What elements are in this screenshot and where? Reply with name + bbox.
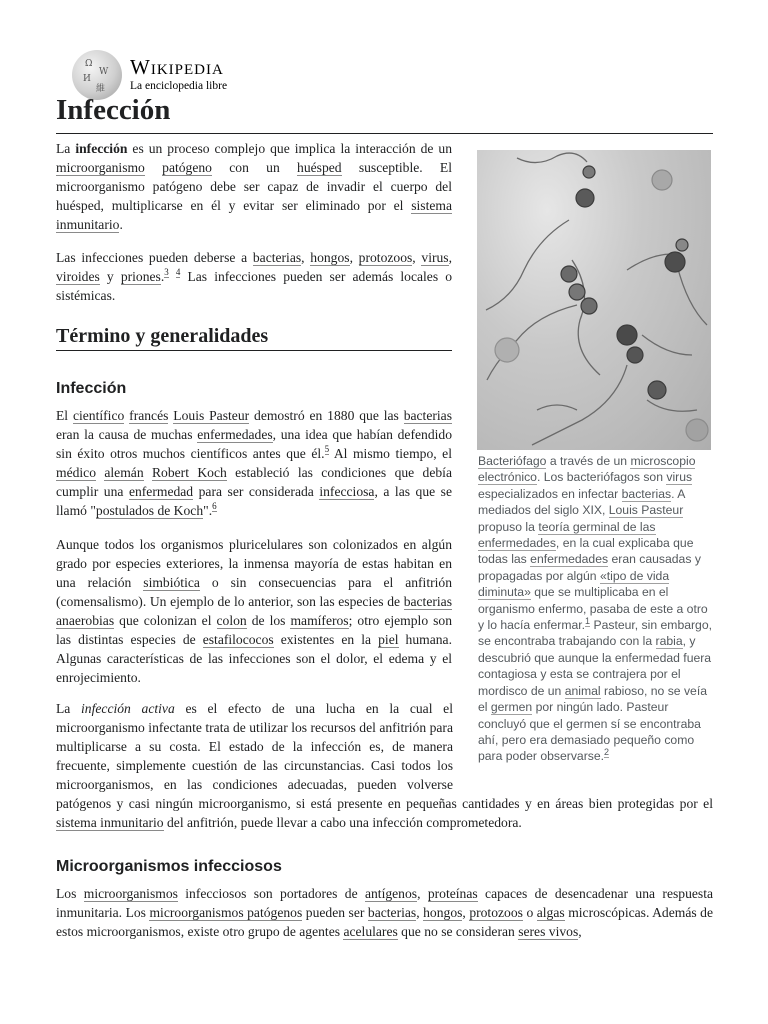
link-virus[interactable]: virus (421, 250, 449, 265)
intro-paragraph-1: La infección es un proceso complejo que implica la interacción de un microorganismo patógeno con un huésped susceptible. El microorganismo patógeno debe ser capaz de invadir el cuerpo del huésped, multiplicarse en él y evitar ser eliminado por el sistema inmunitario. (56, 141, 453, 232)
link-piel[interactable]: piel (378, 632, 399, 647)
link-virus-caption[interactable]: virus (666, 470, 693, 485)
intro-paragraph-2: Las infecciones pueden deberse a bacterias, hongos, protozoos, virus, viroides y priones.$^3$ $^4$ Las infecciones pueden ser además locales o sistémicas. (56, 250, 453, 303)
link-germen[interactable]: germen (490, 700, 533, 715)
link-bacterias-3[interactable]: bacterias (403, 594, 452, 609)
phage-head (686, 419, 708, 441)
ref-4[interactable]: 4 (175, 267, 181, 278)
ref-1[interactable]: 1 (585, 616, 591, 626)
image-caption: Bacteriófago a través de un microscopio electrónico. Los bacteriófagos son virus especializados en infectar bacterias. A mediados del siglo XIX, Louis Pasteur propuso la teoría germinal de las enfermedades, en la cual explicaba que todas las enfermedades eran causadas y propagadas por algún «tipo de vida diminuta» que se multiplicaba en el organismo enfermo, pasaba de este a otro y lo hacía enfermar.$^1$ Pasteur, sin embargo, se encontraba trabajando con la rabia, y descubrió que aunque la enfermedad fuera contagiosa y esta se contrajera por el mordisco de un animal rabioso, no se veía el germen por ningún lado. Pasteur concluyó que el germen sí se encontraba ahí, pero era demasiado pequeño como para poder observarse.$^2$ (478, 454, 713, 764)
paragraph-microorganismos: Los microorganismos infecciosos son portadores de antígenos, proteínas capaces de desencadenar una respuesta inmunitaria. Los microorganismos patógenos pueden ser bacterias, hongos, protozoos o algas microscópicas. Además de estos microorganismos, existe otro grupo de agentes acelulares que no se consideran seres vivos, (56, 886, 714, 939)
phage-head (583, 166, 595, 178)
paragraph-colonizacion: Aunque todos los organismos pluricelulares son colonizados en algún grado por especies exteriores, la inmensa mayoría de estas habitan en una relación simbiótica o sin consecuencias para el anfitrión (comensalismo). Un ejemplo de lo anterior, son las especies de bacterias anaerobias que colonizan el colon de los mamíferos; otro ejemplo son las distintas especies de estafilococos existentes en la piel humana. Algunas características de las infecciones son el dolor, el edema y el enrojecimiento. (56, 537, 453, 685)
phage-head (627, 347, 643, 363)
phage-tail-fiber (532, 365, 627, 445)
section-divider (56, 350, 452, 351)
link-louis-pasteur[interactable]: Louis Pasteur (173, 408, 250, 423)
link-tipo-de-vida-diminuta[interactable]: «tipo de vida diminuta» (478, 568, 670, 600)
ref-3[interactable]: 3 (164, 267, 169, 278)
phage-head (652, 170, 672, 190)
link-cientifico[interactable]: científico (72, 408, 125, 423)
phage-head (665, 252, 685, 272)
paragraph-pasteur-koch: El científico francés Louis Pasteur demostró en 1880 que las bacterias eran la causa de muchas enfermedades, una idea que habían defendido sin éxito otros muchos científicos antes que él.$^5$ Al mismo tiempo, el médico alemán Robert Koch estableció las condiciones que debía cumplir una enfermedad para ser considerada infecciosa, a las que se llamó "postulados de Koch".$^6$ (56, 408, 452, 518)
micrograph-svg (477, 150, 711, 450)
section-heading-terminos: Término y generalidades (56, 325, 269, 347)
link-antigenos[interactable]: antígenos (364, 886, 418, 901)
link-animal[interactable]: animal (564, 683, 601, 698)
paragraph-infeccion-activa: La infección activa es el efecto de una lucha en la cual el microorganismo infectante trata de utilizar los recursos del anfitrión para multiplicarse a su costa. El estado de la infección es, de manera frecuente, simplemente cuestión de las circunstancias. Casi todos los microorganismos, en las condiciones adecuadas, pueden volverse patógenos y casi ningún microorganismo, si está presente en pequeñas cantidades y en áreas bien protegidas por el sistema inmunitario del anfitrión, puede llevar a cabo una infección comprometedora. (56, 701, 713, 830)
link-enfermedades[interactable]: enfermedades (197, 427, 273, 442)
link-algas[interactable]: algas (536, 905, 565, 920)
link-bacterias-caption[interactable]: bacterias (621, 486, 672, 501)
link-simbiotica[interactable]: simbiótica (143, 575, 200, 590)
link-aleman[interactable]: alemán (104, 465, 144, 480)
title-divider (56, 133, 713, 134)
link-louis-pasteur-caption[interactable]: Louis Pasteur (608, 503, 684, 518)
link-bacterias[interactable]: bacterias (252, 250, 302, 265)
page-title: Infección (56, 94, 171, 126)
link-patogeno[interactable]: patógeno (162, 160, 212, 175)
wikipedia-logo[interactable] (72, 50, 227, 100)
link-acelulares[interactable]: acelulares (343, 924, 398, 939)
phage-head (581, 298, 597, 314)
link-proteinas[interactable]: proteínas (427, 886, 478, 901)
link-bacteriofago[interactable]: Bacteriófago (478, 454, 547, 468)
link-microorganismos[interactable]: microorganismos (83, 886, 178, 901)
link-bacterias-4[interactable]: bacterias (367, 905, 417, 920)
phage-head (569, 284, 585, 300)
link-robert-koch[interactable]: Robert Koch (151, 465, 227, 480)
link-huesped[interactable]: huésped (297, 160, 342, 175)
link-priones[interactable]: priones (120, 269, 161, 284)
link-microorganismos-patogenos[interactable]: microorganismos patógenos (149, 905, 303, 920)
ref-6[interactable]: 6 (212, 501, 217, 512)
wordmark-title: Wikipedia (130, 55, 224, 80)
link-protozoos-2[interactable]: protozoos (469, 905, 523, 920)
link-colon[interactable]: colon (216, 613, 247, 628)
ref-2[interactable]: 2 (604, 747, 610, 758)
phage-tail-fiber (537, 405, 577, 410)
link-infecciosa[interactable]: infecciosa (319, 484, 375, 499)
phage-tail-fiber (647, 400, 697, 411)
link-postulados-de-koch[interactable]: postulados de Koch (95, 503, 204, 518)
wordmark-subtitle: La enciclopedia libre (130, 80, 228, 93)
subsection-heading-microorganismos: Microorganismos infecciosos (56, 858, 282, 875)
bacteriophage-image[interactable] (477, 150, 711, 450)
link-viroides[interactable]: viroides (56, 269, 100, 284)
phage-tail-fiber (517, 153, 587, 162)
phage-tail-fiber (642, 335, 692, 355)
link-sistema-inmunitario-2[interactable]: sistema inmunitario (56, 815, 164, 830)
link-microscopio-electronico[interactable]: microscopio electrónico (478, 454, 696, 485)
phage-head (676, 239, 688, 251)
link-teoria-germinal[interactable]: teoría germinal de las enfermedades (478, 519, 656, 551)
link-microorganismo[interactable]: microorganismo (56, 160, 145, 175)
link-protozoos[interactable]: protozoos (358, 250, 413, 265)
phage-head (617, 325, 637, 345)
phage-tail-fiber (486, 220, 569, 310)
link-rabia[interactable]: rabia (655, 634, 683, 649)
link-hongos-2[interactable]: hongos (423, 905, 463, 920)
link-seres-vivos[interactable]: seres vivos (518, 924, 579, 939)
phage-head (576, 189, 594, 207)
link-mamiferos[interactable]: mamíferos (290, 613, 349, 628)
link-estafilococos[interactable]: estafilococos (202, 632, 274, 647)
link-enfermedad[interactable]: enfermedad (128, 484, 194, 499)
subsection-heading-infeccion: Infección (56, 380, 127, 397)
link-bacterias-2[interactable]: bacterias (403, 408, 452, 423)
link-anaerobias[interactable]: anaerobias (56, 613, 115, 628)
phage-head (495, 338, 519, 362)
ref-5[interactable]: 5 (324, 444, 330, 455)
phage-head (561, 266, 577, 282)
link-medico[interactable]: médico (56, 465, 97, 480)
link-frances[interactable]: francés (129, 408, 169, 423)
link-sistema-inmunitario[interactable]: sistema inmunitario (56, 198, 452, 232)
link-enfermedades-caption[interactable]: enfermedades (530, 552, 609, 567)
link-hongos[interactable]: hongos (310, 250, 350, 265)
puzzle-globe-icon: Ω W И 維 (72, 50, 122, 100)
phage-tail-fiber (677, 265, 707, 325)
phage-head (648, 381, 666, 399)
